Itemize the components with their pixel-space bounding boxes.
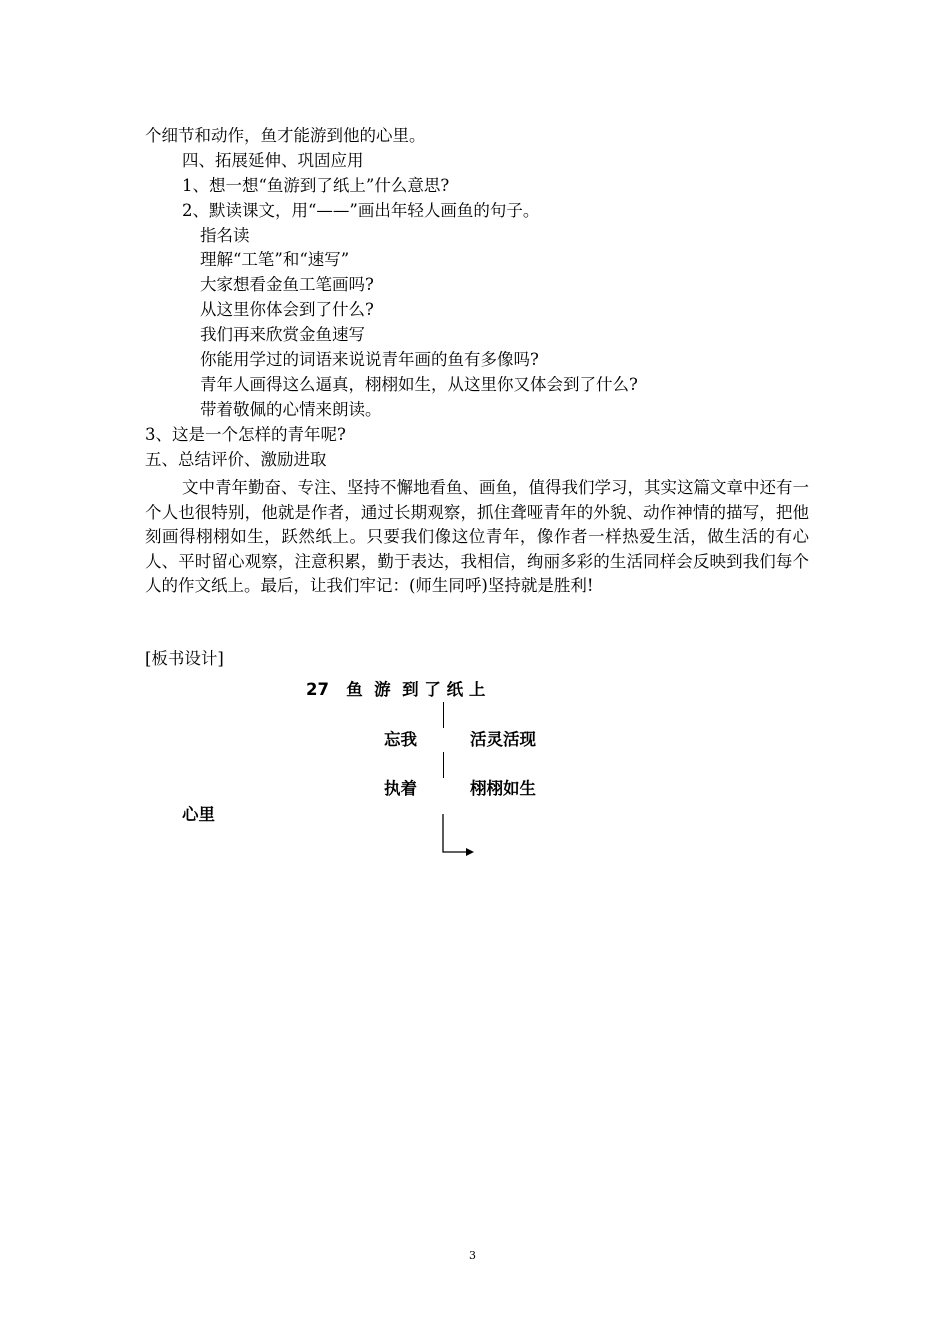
page-number: 3 [469,1249,476,1262]
text-line: 我们再来欣赏金鱼速写 [200,325,365,344]
board-design-heading: [板书设计] [145,649,224,668]
summary-paragraph: 文中青年勤奋、专注、坚持不懈地看鱼、画鱼，值得我们学习，其实这篇文章中还有一个人也很特别，他就是作者，通过长期观察，抓住聋哑青年的外貌、动作神情的描写，把他刻画得栩栩如生，跃然纸上。只要我们像这位青年，像作者一样热爱生活，做生活的有心人、平时留心观察，注意积累，勤于表达，我相信，绚丽多彩的生活同样会反映到我们每个人的作文纸上。最后，让我们牢记：(师生同呼)坚持就是胜利! [145,478,809,596]
board-divider-line [443,702,444,728]
text-line: 2、默读课文，用“——”画出年轻人画鱼的句子。 [182,201,540,220]
text-line: 指名读 [200,226,250,245]
text-line: 大家想看金鱼工笔画吗? [200,275,374,294]
text-line: 你能用学过的词语来说说青年画的鱼有多像吗? [200,350,539,369]
text-line: 青年人画得这么逼真，栩栩如生，从这里你又体会到了什么? [200,375,638,394]
text-line: 理解“工笔”和“速写” [200,250,350,269]
board-title: 27 鱼 游 到 了 纸 上 [306,680,486,699]
text-line: 个细节和动作，鱼才能游到他的心里。 [145,126,426,145]
text-line: 带着敬佩的心情来朗读。 [200,400,382,419]
arrow-icon [436,812,480,858]
board-right-word: 活灵活现 [470,730,536,749]
text-line: 3、这是一个怎样的青年呢? [145,425,346,444]
board-left-word: 执着 [384,779,417,798]
board-divider-line [443,752,444,778]
board-right-word: 栩栩如生 [470,779,536,798]
text-line: 1、想一想“鱼游到了纸上”什么意思? [182,176,450,195]
text-line: 从这里你体会到了什么? [200,300,374,319]
section-heading: 五、总结评价、激励进取 [145,450,327,469]
section-heading: 四、拓展延伸、巩固应用 [182,151,364,170]
board-left-word: 忘我 [384,730,417,749]
board-far-left-word: 心里 [182,805,215,824]
